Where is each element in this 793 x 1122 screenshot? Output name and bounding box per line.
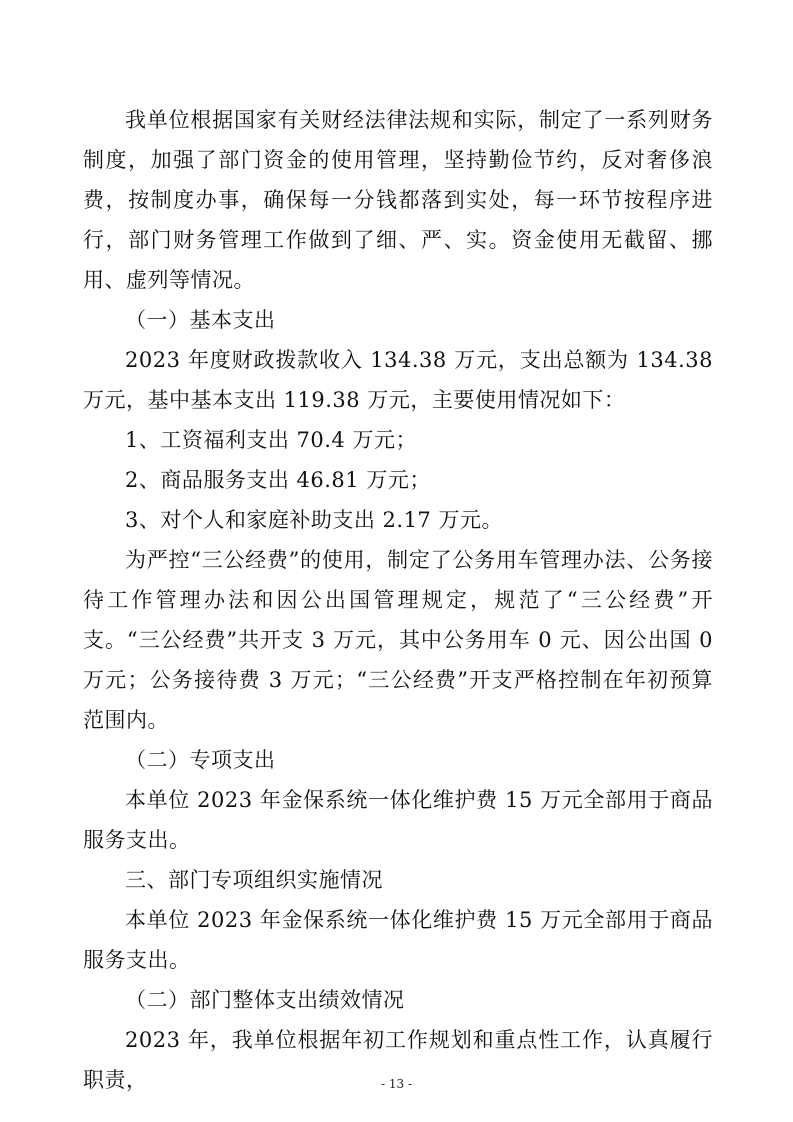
list-item-goods-services: 2、商品服务支出 46.81 万元； [125,468,431,492]
paragraph-three-public-expenses: 为严控“三公经费”的使用，制定了公务用车管理办法、公务接待工作管理办法和因公出国管理规定，规范了“三公经费”开支。“三公经费”共开支 3 万元，其中公务用车 0 元、因公出国 0 万元；公务接待费 3 万元；“三公经费”开支严格控制在年初预算范围内。 [83,548,713,732]
paragraph-special-project-implementation: 本单位 2023 年金保系统一体化维护费 15 万元全部用于商品服务支出。 [83,908,713,972]
list-item-family-subsidy: 3、对个人和家庭补助支出 2.17 万元。 [125,508,503,532]
heading-special-project-implementation: 三、部门专项组织实施情况 [125,868,383,892]
heading-special-expenditure: （二）专项支出 [125,748,276,772]
paragraph-financial-management: 我单位根据国家有关财经法律法规和实际，制定了一系列财务制度，加强了部门资金的使用管理，坚持勤俭节约，反对奢侈浪费，按制度办事，确保每一分钱都落到实处，每一环节按程序进行，部门财务管理工作做到了细、严、实。资金使用无截留、挪用、虚列等情况。 [83,108,713,292]
paragraph-overall-performance: 2023 年，我单位根据年初工作规划和重点性工作，认真履行职责， [83,1028,713,1092]
document-body [83,100,713,1100]
paragraph-special-expenditure: 本单位 2023 年金保系统一体化维护费 15 万元全部用于商品服务支出。 [83,788,713,852]
heading-basic-expenditure: （一）基本支出 [125,308,276,332]
paragraph-fiscal-revenue: 2023 年度财政拨款收入 134.38 万元，支出总额为 134.38 万元，基中基本支出 119.38 万元，主要使用情况如下： [83,348,713,412]
page-number: - 13 - [380,1077,412,1091]
list-item-salary-welfare: 1、工资福利支出 70.4 万元； [125,428,417,452]
heading-overall-performance: （二）部门整体支出绩效情况 [125,988,405,1012]
